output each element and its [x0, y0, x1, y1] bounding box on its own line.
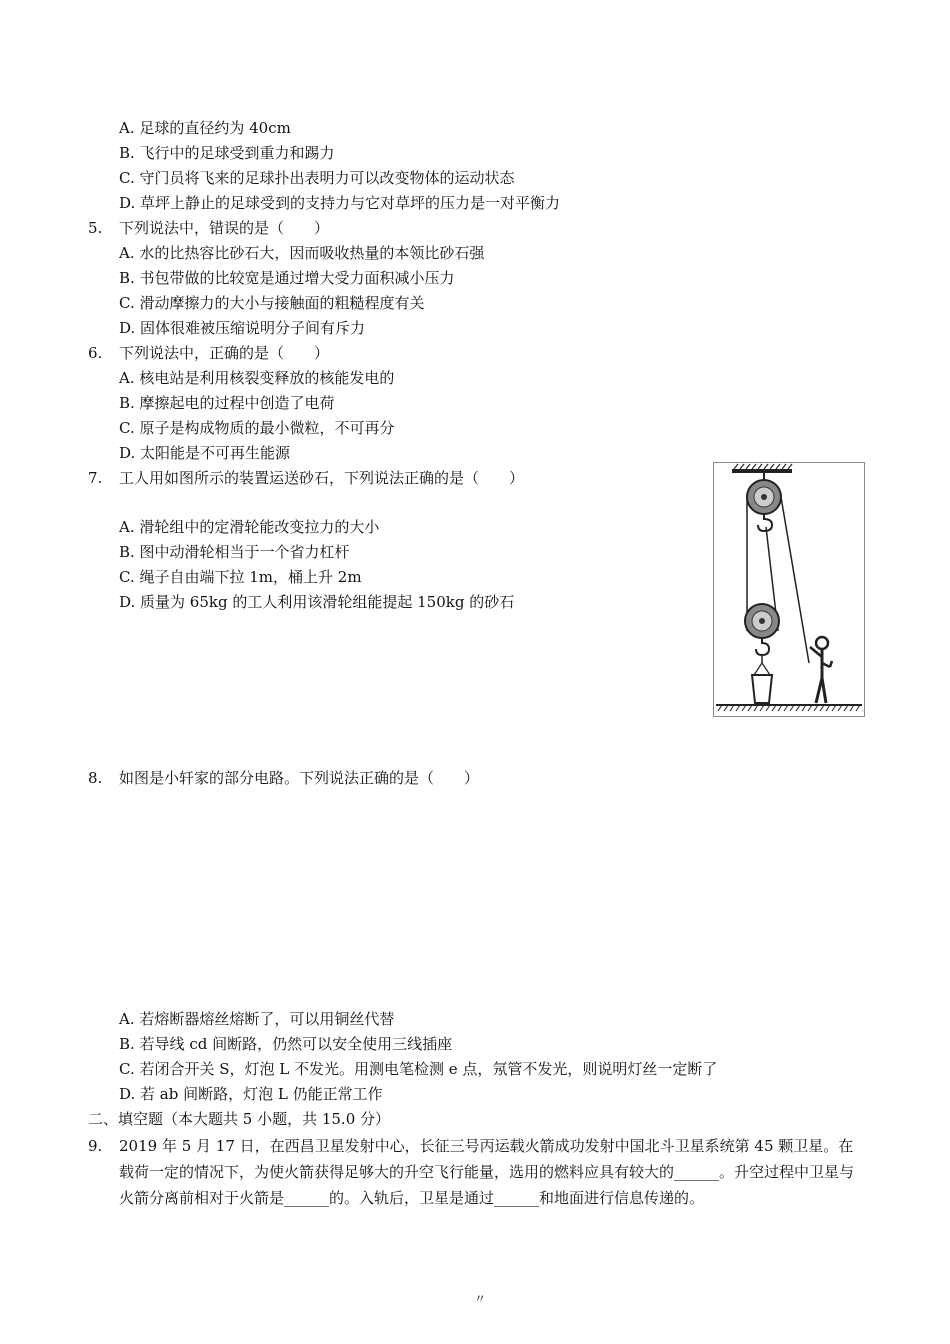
pulley-diagram [714, 463, 864, 716]
rope-free-end [781, 497, 809, 663]
q6-stem: 下列说法中，正确的是（ ） [119, 344, 330, 362]
q5-number: 5. [88, 219, 103, 237]
q6-option-b: B. 摩擦起电的过程中创造了电荷 [119, 394, 335, 412]
q5-option-d: D. 固体很难被压缩说明分子间有斥力 [119, 319, 366, 337]
ceiling-hatch [734, 464, 792, 469]
q8-option-b: B. 若导线 cd 间断路，仍然可以安全使用三线插座 [119, 1035, 453, 1053]
worker [816, 637, 828, 649]
q7-stem: 工人用如图所示的装置运送砂石，下列说法正确的是（ ） [119, 469, 525, 487]
q5-option-a: A. 水的比热容比砂石大，因而吸收热量的本领比砂石强 [119, 244, 485, 262]
q8-stem: 如图是小轩家的部分电路。下列说法正确的是（ ） [119, 769, 480, 787]
q7-option-a: A. 滑轮组中的定滑轮能改变拉力的大小 [119, 518, 380, 536]
q7-number: 7. [88, 469, 103, 487]
q4-option-c: C. 守门员将飞来的足球扑出表明力可以改变物体的运动状态 [119, 169, 515, 187]
q6-option-c: C. 原子是构成物质的最小微粒，不可再分 [119, 419, 395, 437]
ceiling-beam [732, 469, 792, 473]
q6-option-d: D. 太阳能是不可再生能源 [119, 444, 291, 462]
q4-option-a: A. 足球的直径约为 40cm [119, 119, 291, 137]
movable-pulley-hook [756, 638, 769, 655]
q5-stem: 下列说法中，错误的是（ ） [119, 219, 330, 237]
q6-number: 6. [88, 344, 103, 362]
q7-option-b: B. 图中动滑轮相当于一个省力杠杆 [119, 543, 350, 561]
q5-option-b: B. 书包带做的比较宽是通过增大受力面积减小压力 [119, 269, 455, 287]
section-heading: 二、填空题（本大题共 5 小题，共 15.0 分） [88, 1110, 391, 1128]
q7-option-c: C. 绳子自由端下拉 1m，桶上升 2m [119, 568, 362, 586]
pulley-figure [713, 462, 865, 717]
q9-text: 2019 年 5 月 17 日，在西昌卫星发射中心，长征三号丙运载火箭成功发射中国北斗卫星系统第 45 颗卫星。在载荷一定的情况下，为使火箭获得足够大的升空飞行能量，选用的燃料应具有较大的______。升空过程中卫星与火箭分离前相对于火箭是______的。入轨后，卫星是通过______和地面进行信息传递的。 [119, 1137, 855, 1207]
q8-number: 8. [88, 769, 103, 787]
q4-option-d: D. 草坪上静止的足球受到的支持力与它对草坪的压力是一对平衡力 [119, 194, 561, 212]
q7-option-d: D. 质量为 65kg 的工人利用该滑轮组能提起 150kg 的砂石 [119, 593, 515, 611]
q6-option-a: A. 核电站是利用核裂变释放的核能发电的 [119, 369, 395, 387]
q8-option-c: C. 若闭合开关 S，灯泡 L 不发光。用测电笔检测 e 点，氖管不发光，则说明灯丝一定断了 [119, 1060, 718, 1078]
q8-option-a: A. 若熔断器熔丝熔断了，可以用铜丝代替 [119, 1010, 395, 1028]
q4-option-b: B. 飞行中的足球受到重力和踢力 [119, 144, 335, 162]
bucket [752, 675, 772, 703]
page-number: 〃 [474, 1292, 487, 1306]
q9-number: 9. [88, 1137, 103, 1155]
q5-option-c: C. 滑动摩擦力的大小与接触面的粗糙程度有关 [119, 294, 425, 312]
fixed-pulley-hook [758, 514, 772, 531]
q8-option-d: D. 若 ab 间断路，灯泡 L 仍能正常工作 [119, 1085, 383, 1103]
